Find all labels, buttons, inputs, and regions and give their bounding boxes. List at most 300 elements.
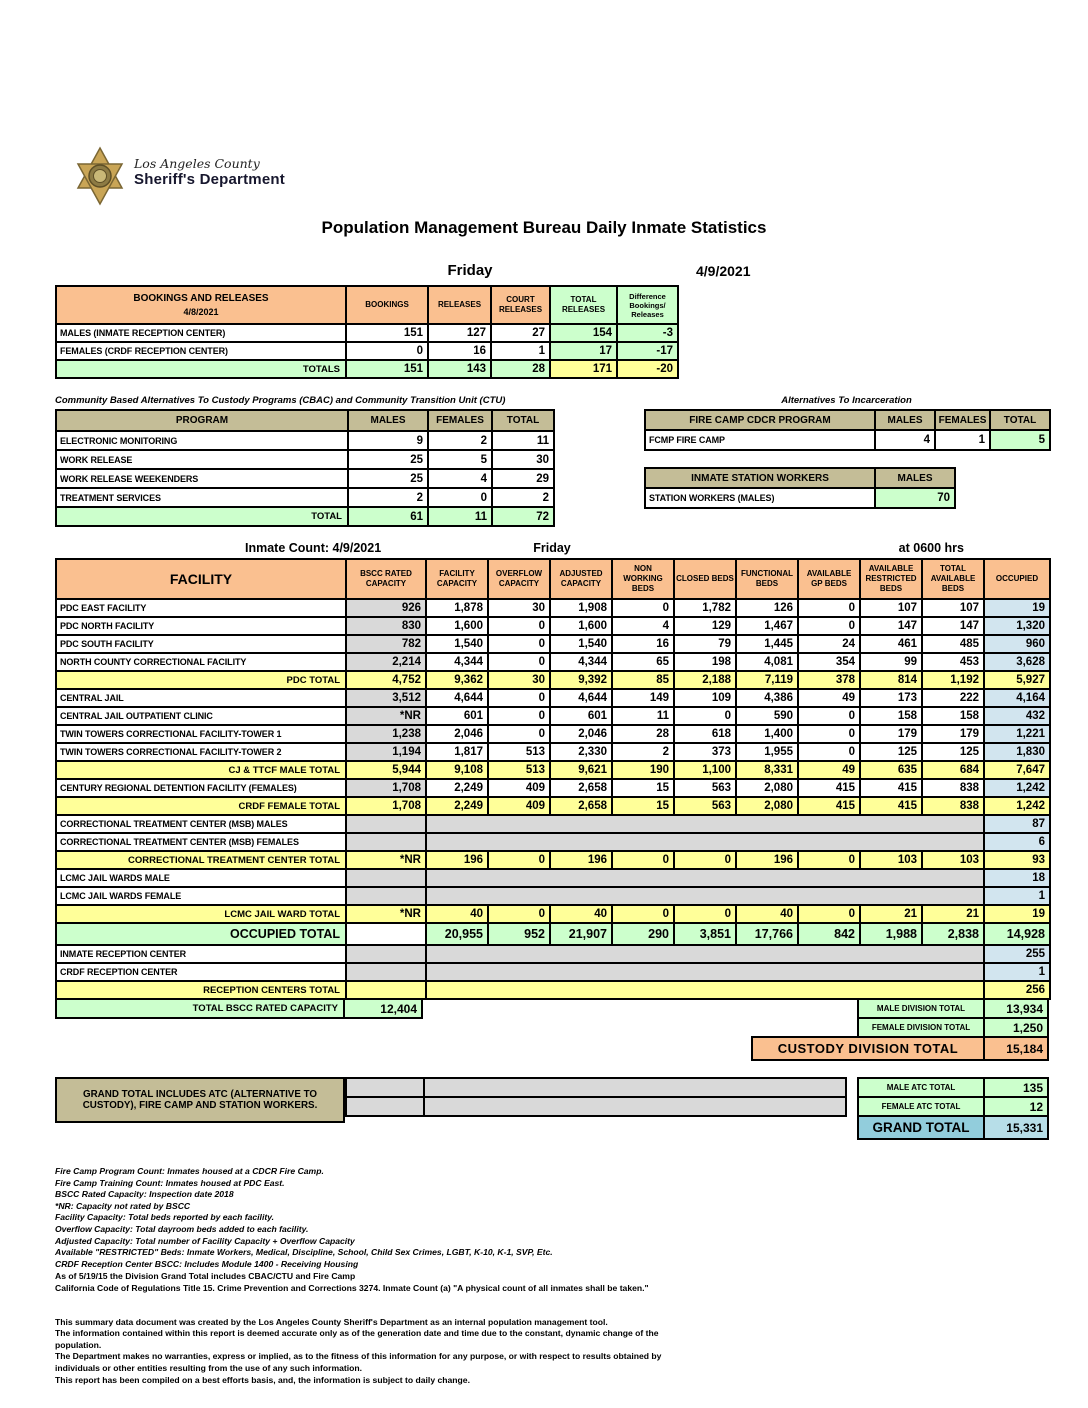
value-cell: 0 xyxy=(428,488,492,507)
occupied-value: 1,221 xyxy=(984,725,1050,743)
bed-value: 222 xyxy=(922,689,984,707)
bookings-releases-table xyxy=(55,285,679,379)
bscc-value xyxy=(346,923,426,945)
occupied-value: 5,927 xyxy=(984,671,1050,689)
bscc-value xyxy=(346,981,426,999)
bed-value: 409 xyxy=(488,779,550,797)
footnote-line: California Code of Regulations Title 15. Crime Prevention and Corrections 3274. Inmate Count (a) "A physical count of all inmates shall be taken." xyxy=(55,1282,649,1293)
inmate-count-day: Friday xyxy=(533,541,571,555)
male-atc-total-value: 135 xyxy=(983,1077,1049,1098)
male-atc-row xyxy=(857,1077,1049,1098)
footnote-line: As of 5/19/15 the Division Grand Total includes CBAC/CTU and Fire Camp xyxy=(55,1271,356,1282)
value-cell: 1 xyxy=(491,342,550,360)
bed-value: 601 xyxy=(426,707,488,725)
bed-value: 1,400 xyxy=(736,725,798,743)
col-non-working-beds: NON WORKING BEDS xyxy=(612,559,674,599)
station-workers-header-row xyxy=(645,468,955,488)
col-females: FEMALES xyxy=(428,410,492,431)
merged-cell xyxy=(426,981,984,999)
merged-cell xyxy=(426,963,984,981)
bed-value: 0 xyxy=(488,653,550,671)
bed-value: 179 xyxy=(860,725,922,743)
facility-label: CENTRAL JAIL OUTPATIENT CLINIC xyxy=(56,707,346,725)
facility-row-century-regional-detention-facility-females xyxy=(56,779,1050,797)
bed-value: 15 xyxy=(612,779,674,797)
footnotes-references xyxy=(55,1271,1049,1294)
fire-camp-females: 1 xyxy=(935,430,990,450)
female-division-total-value: 1,250 xyxy=(983,1017,1049,1038)
facility-label: CENTRAL JAIL xyxy=(56,689,346,707)
facility-row-twin-towers-correctional-facility-tower-1 xyxy=(56,725,1050,743)
custody-division-row xyxy=(55,1036,1049,1061)
bscc-value: 1,708 xyxy=(346,797,426,815)
bed-value: 9,108 xyxy=(426,761,488,779)
facility-row-north-county-correctional-facility xyxy=(56,653,1050,671)
bed-value: 485 xyxy=(922,635,984,653)
bed-value: 2,249 xyxy=(426,779,488,797)
col-available-restricted-beds: AVAILABLE RESTRICTED BEDS xyxy=(860,559,922,599)
bscc-value: *NR xyxy=(346,707,426,725)
station-workers-label: STATION WORKERS (MALES) xyxy=(645,488,875,508)
facility-label: NORTH COUNTY CORRECTIONAL FACILITY xyxy=(56,653,346,671)
facility-label: PDC EAST FACILITY xyxy=(56,599,346,617)
cbac-header-row xyxy=(56,410,554,431)
occupied-value: 19 xyxy=(984,905,1050,923)
col-total-releases: TOTAL RELEASES xyxy=(550,286,617,324)
bed-value: 1,467 xyxy=(736,617,798,635)
facility-row-correctional-treatment-center-msb-males xyxy=(56,815,1050,833)
occupied-value: 256 xyxy=(984,981,1050,999)
bed-value: 2,046 xyxy=(550,725,612,743)
occupied-value: 6 xyxy=(984,833,1050,851)
female-atc-total-value: 12 xyxy=(983,1096,1049,1117)
bed-value: 103 xyxy=(922,851,984,869)
grand-total-label: GRAND TOTAL xyxy=(857,1115,985,1140)
alternatives-block xyxy=(644,395,1049,509)
occupied-value: 87 xyxy=(984,815,1050,833)
cbac-row xyxy=(56,431,554,450)
bscc-value: 782 xyxy=(346,635,426,653)
bscc-value: 4,752 xyxy=(346,671,426,689)
col-males: MALES xyxy=(875,468,955,488)
bed-value: 0 xyxy=(612,599,674,617)
bed-value: 40 xyxy=(550,905,612,923)
cbac-block xyxy=(55,395,555,527)
bed-value: 30 xyxy=(488,671,550,689)
fire-camp-table xyxy=(644,409,1051,451)
col-fire-camp-program: FIRE CAMP CDCR PROGRAM xyxy=(645,410,875,430)
bed-value: 0 xyxy=(798,707,860,725)
bed-value: 2,080 xyxy=(736,779,798,797)
footnote-line: BSCC Rated Capacity: Inspection date 2018 xyxy=(55,1189,234,1200)
footnote-line: Fire Camp Program Count: Inmates housed at a CDCR Fire Camp. xyxy=(55,1166,324,1176)
spacer-cell xyxy=(345,1096,425,1117)
col-functional-beds: FUNCTIONAL BEDS xyxy=(736,559,798,599)
totals-value: 171 xyxy=(550,360,617,378)
bed-value: 7,119 xyxy=(736,671,798,689)
totals-value: 151 xyxy=(346,360,428,378)
bed-value: 196 xyxy=(426,851,488,869)
bed-value: 684 xyxy=(922,761,984,779)
cbac-table xyxy=(55,409,555,527)
footnote-line: *NR: Capacity not rated by BSCC xyxy=(55,1200,191,1211)
bed-value: 4 xyxy=(612,617,674,635)
totals-value: 28 xyxy=(491,360,550,378)
bed-value: 40 xyxy=(426,905,488,923)
merged-cell xyxy=(426,815,984,833)
facility-label: CORRECTIONAL TREATMENT CENTER (MSB) FEMALES xyxy=(56,833,346,851)
col-closed-beds: CLOSED BEDS xyxy=(674,559,736,599)
bed-value: 635 xyxy=(860,761,922,779)
bed-value: 109 xyxy=(674,689,736,707)
female-division-row xyxy=(55,1017,1049,1038)
facility-header-row xyxy=(56,559,1050,599)
bed-value: 1,908 xyxy=(550,599,612,617)
occupied-value: 1,320 xyxy=(984,617,1050,635)
value-cell: 4 xyxy=(428,469,492,488)
occupied-value: 93 xyxy=(984,851,1050,869)
spacer-cell xyxy=(423,1096,847,1117)
facility-row-reception-centers-total xyxy=(56,981,1050,999)
bed-value: 0 xyxy=(488,707,550,725)
bscc-value: 5,944 xyxy=(346,761,426,779)
facility-row-lcmc-jail-ward-total xyxy=(56,905,1050,923)
bscc-value: 2,214 xyxy=(346,653,426,671)
facility-label: INMATE RECEPTION CENTER xyxy=(56,945,346,963)
bed-value: 0 xyxy=(798,617,860,635)
merged-cell xyxy=(426,887,984,905)
bed-value: 196 xyxy=(550,851,612,869)
bookings-date: 4/8/2021 xyxy=(183,307,219,317)
value-cell: 127 xyxy=(428,324,491,342)
bed-value: 4,386 xyxy=(736,689,798,707)
station-workers-table xyxy=(644,467,956,509)
facility-label: CORRECTIONAL TREATMENT CENTER (MSB) MALES xyxy=(56,815,346,833)
female-atc-total-label: FEMALE ATC TOTAL xyxy=(857,1096,985,1117)
facility-label: LCMC JAIL WARDS MALE xyxy=(56,869,346,887)
agency-brand xyxy=(74,146,285,206)
value-cell: 5 xyxy=(428,450,492,469)
facility-row-correctional-treatment-center-total xyxy=(56,851,1050,869)
bed-value: 107 xyxy=(860,599,922,617)
bed-value: 16 xyxy=(612,635,674,653)
bookings-header-row xyxy=(56,286,678,324)
value-cell: 30 xyxy=(492,450,554,469)
footnote-line: Facility Capacity: Total beds reported by each facility. xyxy=(55,1212,275,1223)
facility-label: LCMC JAIL WARDS FEMALE xyxy=(56,887,346,905)
bscc-value xyxy=(346,963,426,981)
col-males: MALES xyxy=(875,410,935,430)
bed-value: 563 xyxy=(674,779,736,797)
col-total-available-beds: TOTAL AVAILABLE BEDS xyxy=(922,559,984,599)
value-cell: 9 xyxy=(348,431,428,450)
bed-value: 125 xyxy=(860,743,922,761)
bed-value: 0 xyxy=(612,851,674,869)
footnotes-definitions xyxy=(55,1166,1049,1270)
total-label: LCMC JAIL WARD TOTAL xyxy=(56,905,346,923)
bed-value: 8,331 xyxy=(736,761,798,779)
value-cell: 2 xyxy=(428,431,492,450)
bed-value: 0 xyxy=(612,905,674,923)
value-cell: 17 xyxy=(550,342,617,360)
bed-value: 1,988 xyxy=(860,923,922,945)
bed-value: 2,658 xyxy=(550,797,612,815)
totals-value: -20 xyxy=(617,360,678,378)
agency-name-county: Los Angeles County xyxy=(134,156,260,171)
station-workers-value: 70 xyxy=(875,488,955,508)
bed-value: 2,188 xyxy=(674,671,736,689)
col-overflow-capacity: OVERFLOW CAPACITY xyxy=(488,559,550,599)
bed-value: 0 xyxy=(488,725,550,743)
bed-value: 1,540 xyxy=(550,635,612,653)
bed-value: 21,907 xyxy=(550,923,612,945)
col-occupied: OCCUPIED xyxy=(984,559,1050,599)
bed-value: 9,362 xyxy=(426,671,488,689)
bed-value: 415 xyxy=(798,797,860,815)
bed-value: 838 xyxy=(922,779,984,797)
bed-value: 49 xyxy=(798,761,860,779)
bed-value: 838 xyxy=(922,797,984,815)
bed-value: 40 xyxy=(736,905,798,923)
occupied-value: 14,928 xyxy=(984,923,1050,945)
bookings-row xyxy=(56,324,678,342)
total-label: CRDF FEMALE TOTAL xyxy=(56,797,346,815)
bed-value: 601 xyxy=(550,707,612,725)
program-label: WORK RELEASE WEEKENDERS xyxy=(56,469,348,488)
facility-label: CRDF RECEPTION CENTER xyxy=(56,963,346,981)
bed-value: 952 xyxy=(488,923,550,945)
value-cell: 16 xyxy=(428,342,491,360)
bed-value: 4,344 xyxy=(426,653,488,671)
inmate-count-time: at 0600 hrs xyxy=(898,541,964,555)
bscc-value xyxy=(346,833,426,851)
bed-value: 21 xyxy=(860,905,922,923)
occupied-value: 960 xyxy=(984,635,1050,653)
bed-value: 814 xyxy=(860,671,922,689)
footnote-line: Adjusted Capacity: Total number of Facility Capacity + Overflow Capacity xyxy=(55,1235,355,1246)
grand-total-row xyxy=(857,1115,1049,1140)
bed-value: 30 xyxy=(488,599,550,617)
bed-value: 11 xyxy=(612,707,674,725)
bed-value: 147 xyxy=(922,617,984,635)
disclaimer-line: The information contained within this report is deemed accurate only as of the generation date and time due to the constant, dynamic change of the population. xyxy=(55,1328,659,1350)
bed-value: 513 xyxy=(488,743,550,761)
bed-value: 2,046 xyxy=(426,725,488,743)
value-cell: 2 xyxy=(348,488,428,507)
bed-value: 4,081 xyxy=(736,653,798,671)
bed-value: 0 xyxy=(674,905,736,923)
cbac-row xyxy=(56,488,554,507)
occupied-value: 432 xyxy=(984,707,1050,725)
col-facility-capacity: FACILITY CAPACITY xyxy=(426,559,488,599)
male-division-total-label: MALE DIVISION TOTAL xyxy=(857,998,985,1019)
bed-value: 0 xyxy=(798,905,860,923)
bed-value: 147 xyxy=(860,617,922,635)
bed-value: 2,658 xyxy=(550,779,612,797)
report-day: Friday xyxy=(447,262,493,279)
facility-label: PDC NORTH FACILITY xyxy=(56,617,346,635)
disclaimer-text xyxy=(55,1317,671,1387)
bed-value: 290 xyxy=(612,923,674,945)
bed-value: 618 xyxy=(674,725,736,743)
bed-value: 513 xyxy=(488,761,550,779)
bed-value: 17,766 xyxy=(736,923,798,945)
spacer-cell xyxy=(423,1077,847,1098)
fire-camp-males: 4 xyxy=(875,430,935,450)
total-label: RECEPTION CENTERS TOTAL xyxy=(56,981,346,999)
disclaimer-line: This summary data document was created by the Los Angeles County Sheriff's Department as an internal population management tool. xyxy=(55,1316,608,1327)
spacer-row xyxy=(345,1096,847,1117)
station-workers-row xyxy=(645,488,955,508)
facility-row-pdc-north-facility xyxy=(56,617,1050,635)
occupied-value: 19 xyxy=(984,599,1050,617)
totals-label: TOTALS xyxy=(56,360,346,378)
spacer-cell xyxy=(345,1077,425,1098)
facility-row-inmate-reception-center xyxy=(56,945,1050,963)
bed-value: 126 xyxy=(736,599,798,617)
bed-value: 0 xyxy=(798,599,860,617)
occupied-value: 18 xyxy=(984,869,1050,887)
grand-total-value: 15,331 xyxy=(983,1115,1049,1140)
col-adjusted-capacity: ADJUSTED CAPACITY xyxy=(550,559,612,599)
value-cell: 154 xyxy=(550,324,617,342)
facility-label: CENTURY REGIONAL DETENTION FACILITY (FEMALES) xyxy=(56,779,346,797)
occupied-value: 1,242 xyxy=(984,797,1050,815)
bed-value: 2,080 xyxy=(736,797,798,815)
bed-value: 173 xyxy=(860,689,922,707)
facility-row-pdc-total xyxy=(56,671,1050,689)
custody-division-total-label: CUSTODY DIVISION TOTAL xyxy=(751,1036,985,1061)
cbac-totals-row xyxy=(56,507,554,526)
bscc-value: *NR xyxy=(346,905,426,923)
col-bookings: BOOKINGS xyxy=(346,286,428,324)
bed-value: 415 xyxy=(798,779,860,797)
col-court-releases: COURT RELEASES xyxy=(491,286,550,324)
col-inmate-station-workers: INMATE STATION WORKERS xyxy=(645,468,875,488)
facility-label: TWIN TOWERS CORRECTIONAL FACILITY-TOWER 2 xyxy=(56,743,346,761)
bed-value: 1,878 xyxy=(426,599,488,617)
bscc-value: 1,238 xyxy=(346,725,426,743)
bscc-value xyxy=(346,945,426,963)
spacer-row xyxy=(345,1077,847,1098)
totals-value: 72 xyxy=(492,507,554,526)
grand-total-section xyxy=(55,1077,1049,1140)
disclaimer-line: This report has been compiled on a best efforts basis, and, the information is subject to daily change. xyxy=(55,1374,470,1385)
bed-value: 1,445 xyxy=(736,635,798,653)
bed-value: 1,192 xyxy=(922,671,984,689)
col-difference: Difference Bookings/ Releases xyxy=(617,286,678,324)
bed-value: 590 xyxy=(736,707,798,725)
bed-value: 373 xyxy=(674,743,736,761)
col-available-gp-beds: AVAILABLE GP BEDS xyxy=(798,559,860,599)
bed-value: 149 xyxy=(612,689,674,707)
bscc-value: 926 xyxy=(346,599,426,617)
facility-label: TWIN TOWERS CORRECTIONAL FACILITY-TOWER 1 xyxy=(56,725,346,743)
bscc-value xyxy=(346,815,426,833)
occupied-value: 255 xyxy=(984,945,1050,963)
bed-value: 1,955 xyxy=(736,743,798,761)
bed-value: 1,540 xyxy=(426,635,488,653)
bed-value: 0 xyxy=(798,851,860,869)
bed-value: 85 xyxy=(612,671,674,689)
cbac-row xyxy=(56,469,554,488)
col-facility: FACILITY xyxy=(56,559,346,599)
bed-value: 354 xyxy=(798,653,860,671)
bed-value: 15 xyxy=(612,797,674,815)
totals-value: 143 xyxy=(428,360,491,378)
bed-value: 21 xyxy=(922,905,984,923)
bookings-totals-row xyxy=(56,360,678,378)
bed-value: 842 xyxy=(798,923,860,945)
col-total: TOTAL xyxy=(990,410,1050,430)
fire-camp-label: FCMP FIRE CAMP xyxy=(645,430,875,450)
bed-value: 107 xyxy=(922,599,984,617)
bed-value: 2,838 xyxy=(922,923,984,945)
bed-value: 1,100 xyxy=(674,761,736,779)
facility-row-central-jail-outpatient-clinic xyxy=(56,707,1050,725)
bed-value: 2 xyxy=(612,743,674,761)
bed-value: 0 xyxy=(488,851,550,869)
bookings-title-cell xyxy=(56,286,346,324)
total-label: CORRECTIONAL TREATMENT CENTER TOTAL xyxy=(56,851,346,869)
bed-value: 49 xyxy=(798,689,860,707)
col-females: FEMALES xyxy=(935,410,990,430)
value-cell: 25 xyxy=(348,469,428,488)
col-bscc-rated-capacity: BSCC RATED CAPACITY xyxy=(346,559,426,599)
program-label: ELECTRONIC MONITORING xyxy=(56,431,348,450)
totals-label: TOTAL xyxy=(56,507,348,526)
bscc-value: *NR xyxy=(346,851,426,869)
footnote-line: Fire Camp Training Count: Inmates housed at PDC East. xyxy=(55,1177,285,1188)
occupied-value: 7,647 xyxy=(984,761,1050,779)
inmate-count-line xyxy=(55,541,1049,555)
footnote-line: Available "RESTRICTED" Beds: Inmate Workers, Medical, Discipline, School, Child Sex Crimes, LGBT, K-10, K-1, SVP, Etc. xyxy=(55,1247,553,1258)
cbac-row xyxy=(56,450,554,469)
bed-value: 1,600 xyxy=(426,617,488,635)
facility-row-lcmc-jail-wards-male xyxy=(56,869,1050,887)
bed-value: 4,644 xyxy=(426,689,488,707)
bed-value: 409 xyxy=(488,797,550,815)
value-cell: 27 xyxy=(491,324,550,342)
facility-row-pdc-east-facility xyxy=(56,599,1050,617)
facility-row-occupied-total xyxy=(56,923,1050,945)
bed-value: 0 xyxy=(488,635,550,653)
bscc-value: 3,512 xyxy=(346,689,426,707)
totals-value: 11 xyxy=(428,507,492,526)
bed-value: 4,344 xyxy=(550,653,612,671)
bookings-title: BOOKINGS AND RELEASES xyxy=(133,293,269,304)
merged-cell xyxy=(426,833,984,851)
bed-value: 1,817 xyxy=(426,743,488,761)
occupied-value: 1 xyxy=(984,887,1050,905)
facility-row-crdf-female-total xyxy=(56,797,1050,815)
bed-value: 4,644 xyxy=(550,689,612,707)
grand-total-spacer-cells xyxy=(345,1077,847,1117)
bookings-row xyxy=(56,342,678,360)
fire-camp-row xyxy=(645,430,1050,450)
bscc-value xyxy=(346,869,426,887)
facility-statistics-table xyxy=(55,558,1051,1000)
bed-value: 0 xyxy=(798,725,860,743)
bed-value: 3,851 xyxy=(674,923,736,945)
custody-division-total-value: 15,184 xyxy=(983,1036,1049,1061)
programs-section xyxy=(55,395,1049,527)
bed-value: 0 xyxy=(798,743,860,761)
merged-cell xyxy=(426,869,984,887)
bed-value: 2,330 xyxy=(550,743,612,761)
bed-value: 79 xyxy=(674,635,736,653)
bscc-value: 830 xyxy=(346,617,426,635)
